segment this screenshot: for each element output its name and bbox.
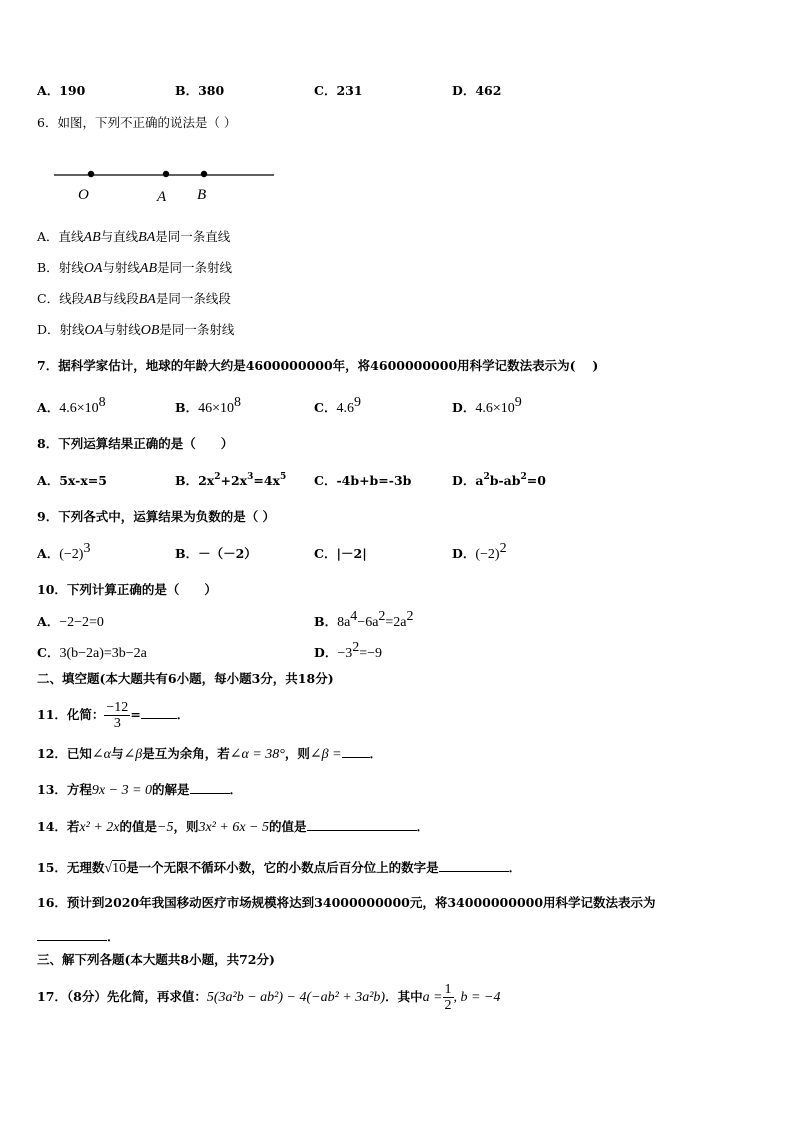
q14: 14．若x² + 2x的值是−5，则3x² + 6x − 5的值是 ． (37, 816, 429, 837)
q6-option-d: D．射线OA与射线OB是同一条射线 (37, 322, 235, 338)
q6-label-a: A (157, 189, 167, 205)
q15: 15．无理数√10是一个无限不循环小数，它的小数点后百分位上的数字是 ． (37, 857, 521, 878)
section-solve-heading: 三、解下列各题(本大题共8小题，共72分) (37, 952, 275, 967)
q8-option-b: B．$2x^2+2x^3=4x^5$ (175, 472, 287, 488)
q13: 13．方程9x − 3 = 0的解是 ． (37, 779, 242, 800)
q9-option-c: C．|－2| (314, 546, 367, 561)
q6-label-b: B (197, 187, 207, 203)
q5-option-a: A．190 (37, 83, 86, 98)
q9-option-d: D．$(-2)^2$ (452, 541, 507, 562)
q8-stem: 8．下列运算结果正确的是（ ） (37, 436, 234, 451)
q10-option-b: B．$8a^4-6a^2=2a^2$ (314, 609, 414, 630)
q9-option-b: B．－（－2） (175, 546, 257, 561)
q8-option-d: D．$a^2b-ab^2=0$ (452, 472, 546, 488)
q7-option-c: C．$4.6^9$ (314, 395, 361, 416)
q5-option-b: B．380 (175, 83, 225, 98)
q6-option-b: B．射线OA与射线AB是同一条射线 (37, 260, 233, 276)
q5-option-c: C．231 (314, 83, 363, 98)
q8-option-c: C．-4b+b=-3b (314, 473, 412, 488)
q7-option-a: A．$4.6\times 10^8$ (37, 395, 106, 416)
q6-stem: 6．如图，下列不正确的说法是（ ） (37, 115, 237, 130)
q9-option-a: A．$(-2)^3$ (37, 541, 91, 562)
q10-option-d: D．$-3^2=-9$ (314, 640, 383, 661)
q6-label-o: O (78, 187, 89, 203)
q17: 17．（8分）先化简，再求值：5(3a²b − ab²) − 4(−ab² + 3a²b)．其中a = $\frac{1}{2}$ , b = −4 (37, 982, 501, 1013)
section-fill-in-heading: 二、填空题(本大题共有6小题，每小题3分，共18分) (37, 671, 334, 686)
q6-option-c: C．线段AB与线段BA是同一条线段 (37, 291, 231, 307)
q10-option-c: C．3(b−2a)=3b−2a (37, 645, 147, 661)
q10-option-a: A．−2−2=0 (37, 614, 104, 630)
q16-answer-line: ． (37, 926, 120, 946)
q12: 12．已知∠α与∠β是互为余角，若∠α = 38°，则∠β = ． (37, 743, 382, 764)
q7-option-d: D．$4.6\times 10^9$ (452, 395, 522, 416)
q16: 16．预计到2020年我国移动医疗市场规模将达到34000000000元，将34000000000用科学记数法表示为 (37, 895, 656, 910)
q7-stem: 7．据科学家估计，地球的年龄大约是4600000000年，将4600000000用科学记数法表示为( ) (37, 358, 599, 373)
q7-option-b: B．$46\times 10^8$ (175, 395, 241, 416)
q5-option-d: D．462 (452, 83, 502, 98)
q9-stem: 9．下列各式中，运算结果为负数的是（ ） (37, 509, 276, 524)
q11: 11．化简： $\frac{-12}{3}$ = ． (37, 700, 190, 731)
q6-option-a: A．直线AB与直线BA是同一条直线 (37, 229, 231, 245)
q8-option-a: A．5x-x=5 (37, 473, 107, 488)
q10-stem: 10．下列计算正确的是（ ） (37, 582, 217, 597)
